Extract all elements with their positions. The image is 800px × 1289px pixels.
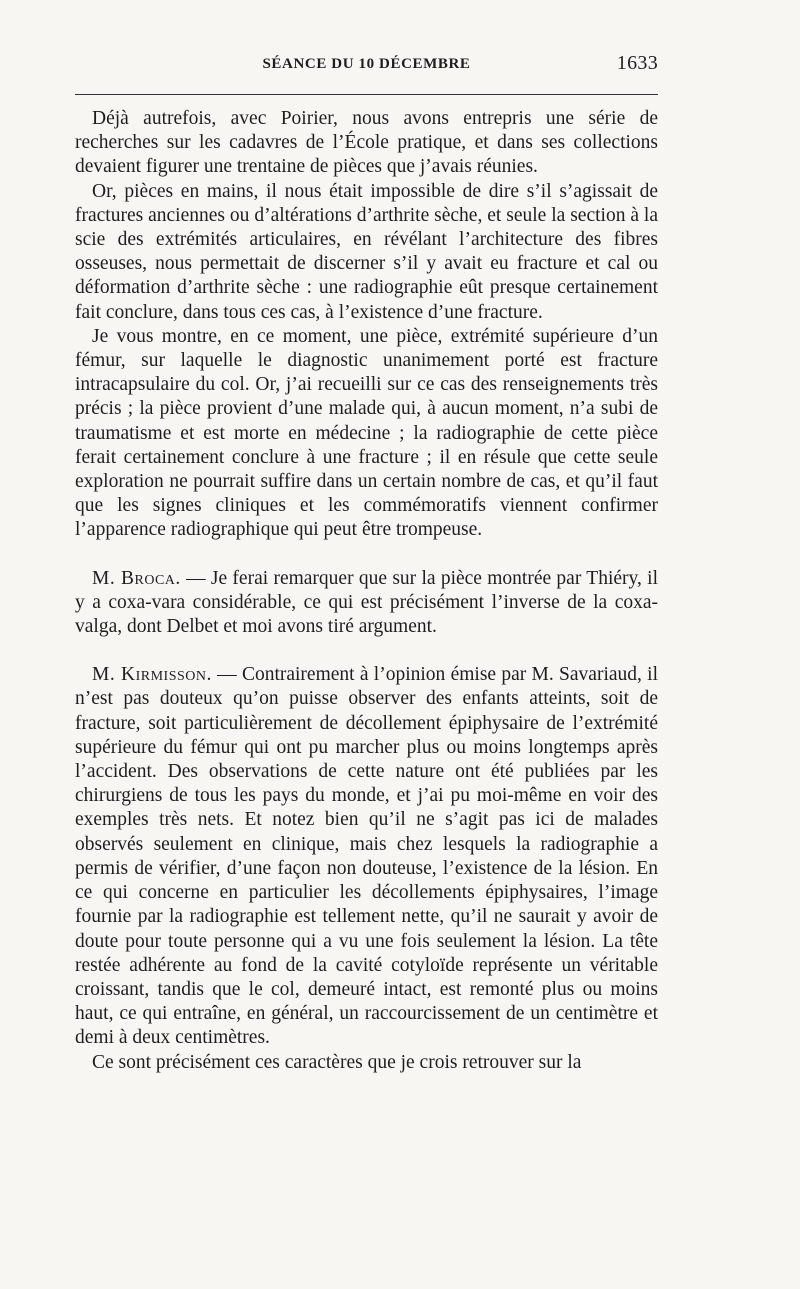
speech-text: — Je ferai remarquer que sur la pièce montrée par Thiéry, il y a coxa-vara considérable, ce qui est précisément l’inverse de la coxa-valga, dont Delbet et moi avons tiré argument. bbox=[75, 567, 658, 638]
running-title: SÉANCE DU 10 DÉCEMBRE bbox=[262, 56, 471, 72]
speech-text: — Contrairement à l’opinion émise par M. Savariaud, il n’est pas douteux qu’on puisse observer des enfants atteints, soit de fracture, soit particulièrement de décollement épiphysaire de l’extrémité supérieure du fémur qui ont pu marcher plus ou moins longtemps après l’accident. Des observations de cette nature ont été publiées par les chirurgiens de tous les pays du monde, et j’ai pu moi-même en voir des exemples très nets. Et notez bien qu’il ne s’agit pas ici de malades observés seulement en clinique, mais chez lesquels la radiographie a permis de vérifier, d’une façon non douteuse, l’existence de la lésion. En ce qui concerne en particulier les décollements épiphysaires, l’image fournie par la radiographie est tellement nette, qu’il ne saurait y avoir de doute pour toute personne qui a vu une fois seulement la lésion. La tête restée adhérente au fond de la cavité cotyloïde représente un véritable croissant, tandis que le col, demeuré intact, est remonté plus ou moins haut, ce qui entraîne, en général, un raccourcissement de un centimètre et demi à deux centimètres. bbox=[75, 664, 659, 1049]
paragraph: Ce sont précisément ces caractères que je crois retrouver sur la bbox=[92, 1051, 582, 1073]
page-number: 1633 bbox=[616, 52, 658, 74]
paragraph: Je vous montre, en ce moment, une pièce, extrémité supérieure d’un fémur, sur laquelle le diagnostic unanimement porté est fracture intracapsulaire du col. Or, j’ai recueilli sur ce cas des renseignements très précis ; la pièce provient d’une malade qui, à aucun moment, n’a subi de traumatisme et est morte en médecine ; la radiographie de cette pièce ferait certainement conclure à une fracture ; il en résule que cette seule exploration ne pourrait suffire dans un certain nombre de cas, et qu’il faut que les signes cliniques et les commémoratifs viennent confirmer l’apparence radiographique qui peut être trompeuse. bbox=[75, 325, 658, 541]
paragraph-broca bbox=[75, 567, 658, 640]
paragraph: Or, pièces en mains, il nous était impossible de dire s’il s’agissait de fractures anciennes ou d’altérations d’arthrite sèche, et seule la section à la scie des extrémités articulaires, en révélant l’architecture des fibres osseuses, nous permettait de discerner s’il y avait eu fracture et cal ou déformation d’arthrite sèche : une radiographie eût presque certainement fait conclure, dans tous ces cas, à l’existence d’une fracture. bbox=[75, 180, 658, 323]
speaker-name: M. Kirmisson. bbox=[92, 664, 212, 686]
speaker-name: M. Broca. bbox=[92, 567, 181, 589]
paragraph-kirmisson bbox=[75, 663, 658, 1050]
header-rule bbox=[75, 94, 658, 95]
body-text bbox=[75, 107, 658, 1075]
paragraph: Déjà autrefois, avec Poirier, nous avons entrepris une série de recherches sur les cadavres de l’École pratique, et dans ses collections devaient figurer une trentaine de pièces que j’avais réunies. bbox=[75, 108, 658, 178]
running-head bbox=[75, 52, 658, 82]
